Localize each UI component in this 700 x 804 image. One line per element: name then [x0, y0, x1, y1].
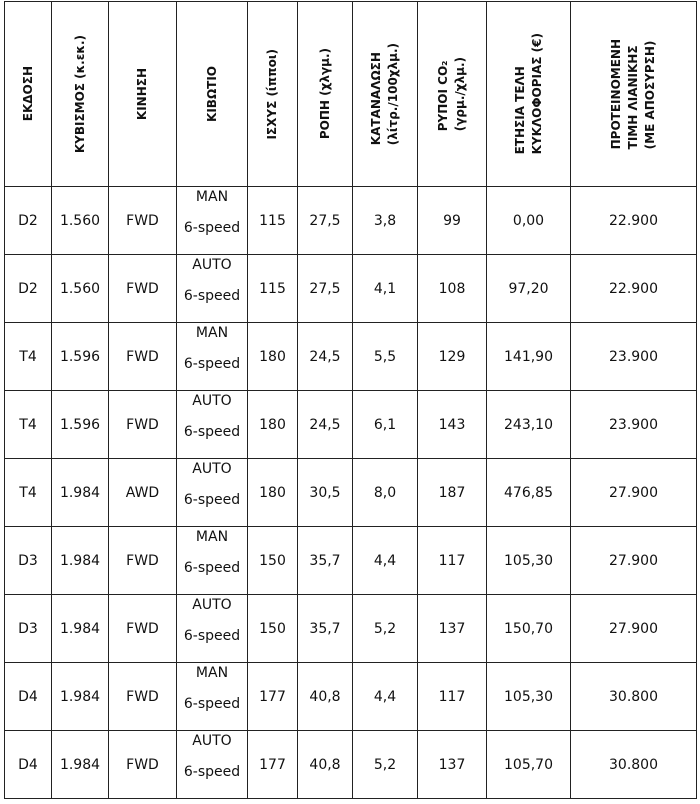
version-cell: D2	[5, 255, 52, 323]
table-body	[5, 187, 697, 799]
gearbox-speeds: 6-speed	[183, 288, 241, 304]
column-header-label: ΚΥΚΛΟΦΟΡΙΑΣ (€)	[529, 33, 544, 155]
torque-cell: 40,8	[298, 731, 353, 799]
column-header-label: ΤΙΜΗ ΛΙΑΝΙΚΗΣ	[626, 45, 640, 150]
gearbox-type: MAN	[195, 665, 229, 681]
displacement-cell: 1.560	[52, 187, 109, 255]
table-row	[5, 459, 697, 527]
column-header-label: (γρμ./χλμ.)	[453, 56, 467, 132]
column-header-label: ΚΑΤΑΝΑΛΩΣΗ	[369, 51, 383, 146]
column-header-label: ΡΥΠΟΙ CO₂	[436, 60, 450, 132]
retail-price-cell: 30.800	[571, 731, 697, 799]
retail-price-cell: 23.900	[571, 323, 697, 391]
gearbox-cell	[177, 187, 248, 255]
displacement-cell: 1.984	[52, 663, 109, 731]
column-header-label: ΚΙΝΗΣΗ	[135, 67, 149, 121]
column-header	[571, 2, 697, 187]
torque-cell: 30,5	[298, 459, 353, 527]
circulation-fee-cell: 476,85	[487, 459, 571, 527]
consumption-cell: 4,1	[353, 255, 418, 323]
gearbox-speeds: 6-speed	[183, 628, 241, 644]
gearbox-type: AUTO	[192, 733, 232, 749]
displacement-cell: 1.984	[52, 527, 109, 595]
column-header-label: ΙΣΧΥΣ (ίπποι)	[265, 48, 279, 140]
table-row	[5, 663, 697, 731]
drivetrain-cell: AWD	[109, 459, 177, 527]
horsepower-cell: 115	[248, 187, 298, 255]
gearbox-type: AUTO	[192, 393, 232, 409]
specs-price-table	[4, 1, 697, 799]
co2-cell: 137	[418, 595, 487, 663]
gearbox-speeds: 6-speed	[183, 424, 241, 440]
column-header-label: ΕΚΔΟΣΗ	[20, 66, 35, 122]
gearbox-type: AUTO	[192, 257, 232, 273]
torque-cell: 35,7	[298, 527, 353, 595]
table-row	[5, 255, 697, 323]
retail-price-cell: 22.900	[571, 187, 697, 255]
drivetrain-cell: FWD	[109, 527, 177, 595]
retail-price-cell: 30.800	[571, 663, 697, 731]
column-header-label: ΠΡΟΤΕΙΝΟΜΕΝΗ	[609, 38, 623, 150]
horsepower-cell: 180	[248, 323, 298, 391]
horsepower-cell: 180	[248, 459, 298, 527]
gearbox-cell	[177, 527, 248, 595]
horsepower-cell: 115	[248, 255, 298, 323]
torque-cell: 27,5	[298, 187, 353, 255]
gearbox-speeds: 6-speed	[183, 764, 241, 780]
column-header	[353, 2, 418, 187]
table-row	[5, 527, 697, 595]
horsepower-cell: 177	[248, 731, 298, 799]
drivetrain-cell: FWD	[109, 731, 177, 799]
horsepower-cell: 150	[248, 527, 298, 595]
column-header	[5, 2, 52, 187]
co2-cell: 117	[418, 527, 487, 595]
consumption-cell: 5,2	[353, 731, 418, 799]
retail-price-cell: 22.900	[571, 255, 697, 323]
table-row	[5, 187, 697, 255]
gearbox-cell	[177, 323, 248, 391]
retail-price-cell: 27.900	[571, 527, 697, 595]
drivetrain-cell: FWD	[109, 255, 177, 323]
torque-cell: 24,5	[298, 323, 353, 391]
consumption-cell: 3,8	[353, 187, 418, 255]
torque-cell: 35,7	[298, 595, 353, 663]
drivetrain-cell: FWD	[109, 187, 177, 255]
horsepower-cell: 150	[248, 595, 298, 663]
table-row	[5, 731, 697, 799]
co2-cell: 129	[418, 323, 487, 391]
column-header-label: ΚΥΒΙΣΜΟΣ (κ.εκ.)	[72, 34, 87, 154]
gearbox-speeds: 6-speed	[183, 356, 241, 372]
co2-cell: 117	[418, 663, 487, 731]
column-header-label: ΚΙΒΩΤΙΟ	[204, 66, 219, 122]
circulation-fee-cell: 97,20	[487, 255, 571, 323]
horsepower-cell: 177	[248, 663, 298, 731]
version-cell: D2	[5, 187, 52, 255]
gearbox-cell	[177, 595, 248, 663]
header-row	[5, 2, 697, 187]
consumption-cell: 5,2	[353, 595, 418, 663]
column-header-label: (λίτρ./100χλμ.)	[386, 42, 400, 146]
circulation-fee-cell: 243,10	[487, 391, 571, 459]
circulation-fee-cell: 105,30	[487, 663, 571, 731]
gearbox-cell	[177, 663, 248, 731]
displacement-cell: 1.596	[52, 391, 109, 459]
horsepower-cell: 180	[248, 391, 298, 459]
circulation-fee-cell: 0,00	[487, 187, 571, 255]
column-header	[177, 2, 248, 187]
column-header	[109, 2, 177, 187]
version-cell: T4	[5, 459, 52, 527]
gearbox-cell	[177, 459, 248, 527]
co2-cell: 187	[418, 459, 487, 527]
co2-cell: 108	[418, 255, 487, 323]
version-cell: D3	[5, 527, 52, 595]
gearbox-speeds: 6-speed	[183, 696, 241, 712]
circulation-fee-cell: 105,30	[487, 527, 571, 595]
gearbox-type: MAN	[195, 325, 229, 341]
column-header-label: (ΜΕ ΑΠΟΣΥΡΣΗ)	[643, 40, 657, 150]
version-cell: D3	[5, 595, 52, 663]
consumption-cell: 4,4	[353, 527, 418, 595]
version-cell: T4	[5, 391, 52, 459]
displacement-cell: 1.984	[52, 459, 109, 527]
gearbox-cell	[177, 391, 248, 459]
displacement-cell: 1.984	[52, 731, 109, 799]
version-cell: D4	[5, 731, 52, 799]
torque-cell: 27,5	[298, 255, 353, 323]
co2-cell: 143	[418, 391, 487, 459]
torque-cell: 40,8	[298, 663, 353, 731]
consumption-cell: 8,0	[353, 459, 418, 527]
retail-price-cell: 23.900	[571, 391, 697, 459]
circulation-fee-cell: 150,70	[487, 595, 571, 663]
circulation-fee-cell: 141,90	[487, 323, 571, 391]
consumption-cell: 6,1	[353, 391, 418, 459]
gearbox-cell	[177, 731, 248, 799]
displacement-cell: 1.596	[52, 323, 109, 391]
drivetrain-cell: FWD	[109, 391, 177, 459]
gearbox-cell	[177, 255, 248, 323]
drivetrain-cell: FWD	[109, 663, 177, 731]
gearbox-speeds: 6-speed	[183, 220, 241, 236]
consumption-cell: 4,4	[353, 663, 418, 731]
table-row	[5, 323, 697, 391]
version-cell: D4	[5, 663, 52, 731]
drivetrain-cell: FWD	[109, 323, 177, 391]
gearbox-type: AUTO	[192, 461, 232, 477]
column-header	[52, 2, 109, 187]
retail-price-cell: 27.900	[571, 595, 697, 663]
displacement-cell: 1.560	[52, 255, 109, 323]
co2-cell: 137	[418, 731, 487, 799]
gearbox-speeds: 6-speed	[183, 492, 241, 508]
gearbox-type: MAN	[195, 529, 229, 545]
column-header	[487, 2, 571, 187]
circulation-fee-cell: 105,70	[487, 731, 571, 799]
table-row	[5, 391, 697, 459]
column-header-label: ΕΤΗΣΙΑ ΤΕΛΗ	[512, 66, 527, 155]
version-cell: T4	[5, 323, 52, 391]
column-header	[248, 2, 298, 187]
co2-cell: 99	[418, 187, 487, 255]
gearbox-type: MAN	[195, 189, 229, 205]
retail-price-cell: 27.900	[571, 459, 697, 527]
table-row	[5, 595, 697, 663]
column-header	[418, 2, 487, 187]
displacement-cell: 1.984	[52, 595, 109, 663]
column-header-label: ΡΟΠΗ (χλγμ.)	[317, 48, 332, 140]
torque-cell: 24,5	[298, 391, 353, 459]
gearbox-type: AUTO	[192, 597, 232, 613]
gearbox-speeds: 6-speed	[183, 560, 241, 576]
drivetrain-cell: FWD	[109, 595, 177, 663]
consumption-cell: 5,5	[353, 323, 418, 391]
column-header	[298, 2, 353, 187]
